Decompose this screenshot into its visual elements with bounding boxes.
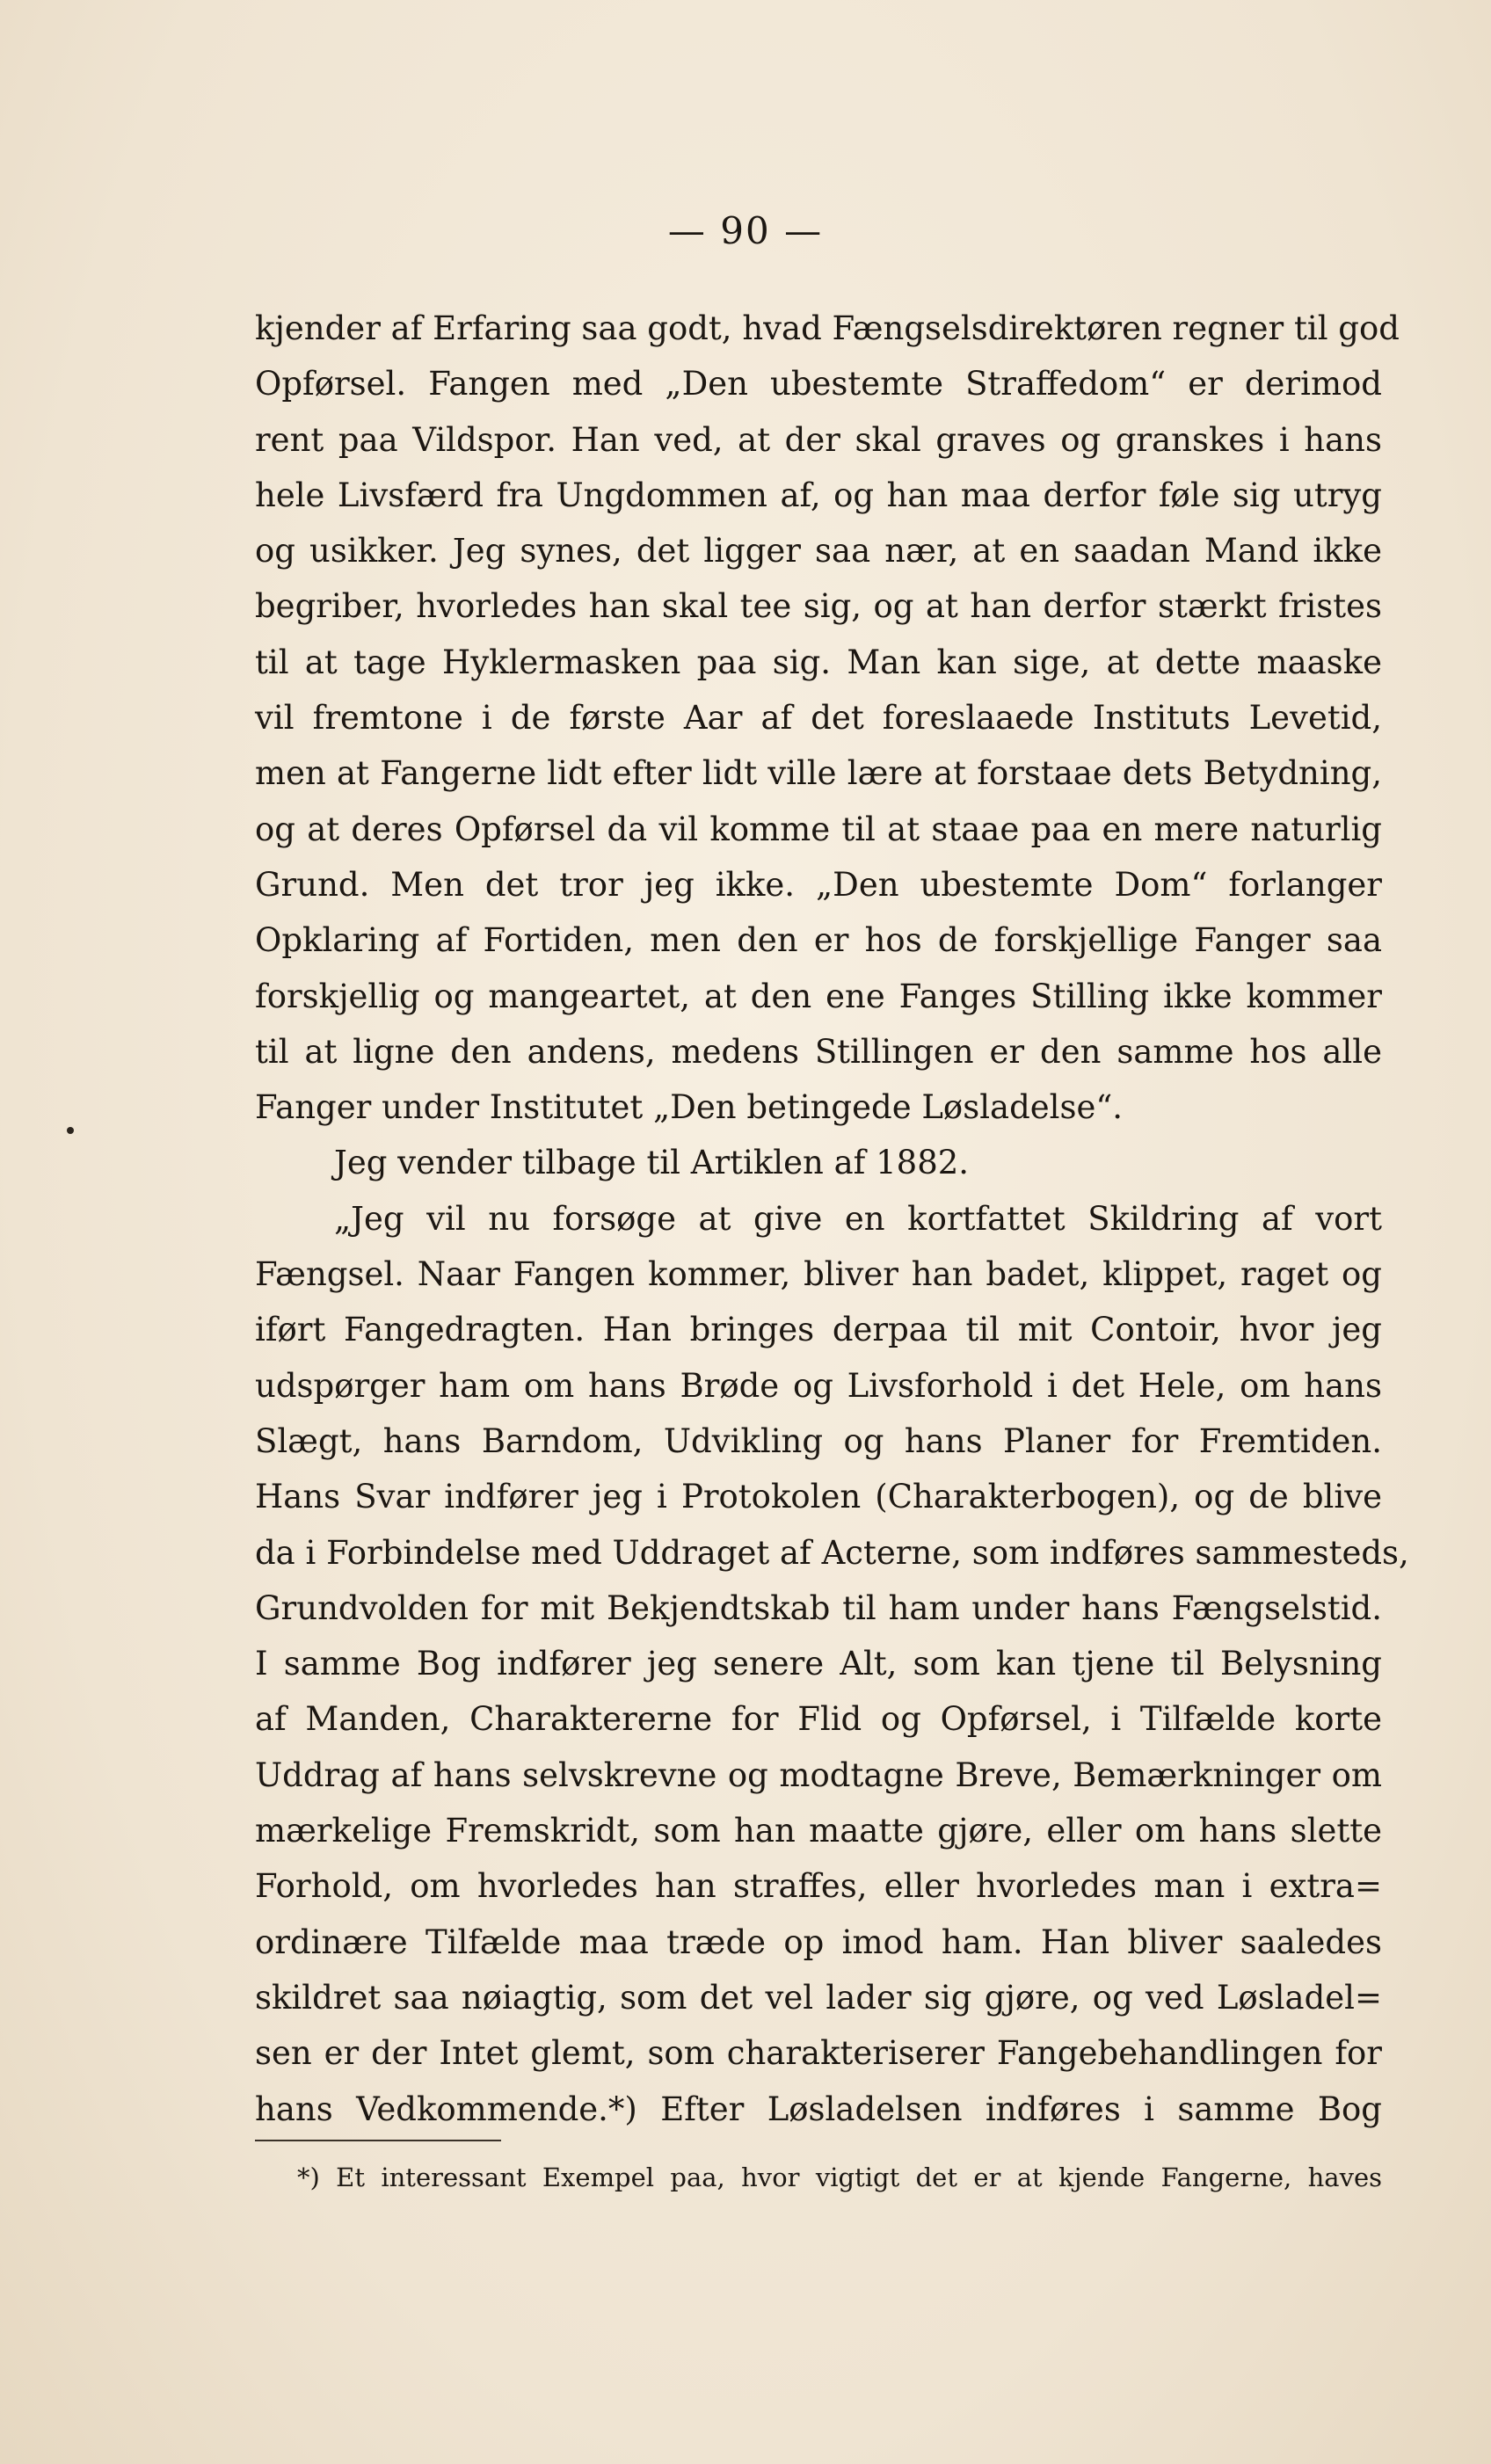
text-line: hans Vedkommende.*) Efter Løsladelsen indføres i samme Bog xyxy=(255,2090,1382,2128)
text-line: men at Fangerne lidt efter lidt ville lære at forstaae dets Betydning, xyxy=(255,754,1382,793)
text-line: rent paa Vildspor. Han ved, at der skal graves og granskes i hans xyxy=(255,420,1382,459)
body-text xyxy=(255,301,1409,2137)
text-line: vil fremtone i de første Aar af det foreslaaede Instituts Levetid, xyxy=(255,699,1382,738)
text-line: til at ligne den andens, medens Stillingen er den samme hos alle xyxy=(255,1032,1382,1071)
text-line: Grund. Men det tror jeg ikke. „Den ubestemte Dom“ forlanger xyxy=(255,865,1382,904)
page-number: — 90 — xyxy=(667,209,824,252)
text-line: og usikker. Jeg synes, det ligger saa nær, at en saadan Mand ikke xyxy=(255,532,1382,571)
text-line: skildret saa nøiagtig, som det vel lader sig gjøre, og ved Løsladel= xyxy=(255,1978,1382,2017)
text-line: Jeg vender tilbage til Artiklen af 1882. xyxy=(334,1144,970,1182)
text-line: Uddrag af hans selvskrevne og modtagne Breve, Bemærkninger om xyxy=(255,1755,1382,1794)
text-line: I samme Bog indfører jeg senere Alt, som kan tjene til Belysning xyxy=(255,1645,1382,1683)
text-line: af Manden, Charaktererne for Flid og Opførsel, i Tilfælde korte xyxy=(255,1700,1382,1739)
text-line: udspørger ham om hans Brøde og Livsforhold i det Hele, om hans xyxy=(255,1366,1382,1405)
text-line: sen er der Intet glemt, som charakteriserer Fangebehandlingen for xyxy=(255,2034,1382,2073)
text-line: forskjellig og mangeartet, at den ene Fanges Stilling ikke kommer xyxy=(255,977,1382,1015)
text-line: Grundvolden for mit Bekjendtskab til ham under hans Fængselstid. xyxy=(255,1588,1382,1627)
text-line: iført Fangedragten. Han bringes derpaa til mit Contoir, hvor jeg xyxy=(255,1311,1382,1349)
text-line: kjender af Erfaring saa godt, hvad Fængselsdirektøren regner til god xyxy=(255,309,1400,347)
text-line: til at tage Hyklermasken paa sig. Man kan sige, at dette maaske xyxy=(255,643,1382,681)
text-line: Fanger under Institutet „Den betingede Løsladelse“. xyxy=(255,1088,1124,1127)
margin-mark xyxy=(67,1127,74,1134)
text-line: Opførsel. Fangen med „Den ubestemte Straffedom“ er derimod xyxy=(255,365,1382,403)
text-line: hele Livsfærd fra Ungdommen af, og han maa derfor føle sig utryg xyxy=(255,476,1382,514)
text-line: da i Forbindelse med Uddraget af Acterne, som indføres sammesteds, xyxy=(255,1533,1409,1572)
text-line: Hans Svar indfører jeg i Protokolen (Charakterbogen), og de blive xyxy=(255,1478,1382,1516)
text-line: Slægt, hans Barndom, Udvikling og hans Planer for Fremtiden. xyxy=(255,1421,1382,1460)
text-line: og at deres Opførsel da vil komme til at staae paa en mere naturlig xyxy=(255,810,1382,848)
text-line: mærkelige Fremskridt, som han maatte gjøre, eller om hans slette xyxy=(255,1812,1382,1850)
footnote: *) Et interessant Exempel paa, hvor vigtigt det er at kjende Fangerne, haves xyxy=(297,2162,1382,2192)
text-line: begriber, hvorledes han skal tee sig, og at han derfor stærkt fristes xyxy=(255,587,1382,626)
footnote-rule xyxy=(255,2140,501,2141)
text-line: Fængsel. Naar Fangen kommer, bliver han badet, klippet, raget og xyxy=(255,1255,1382,1294)
text-line: „Jeg vil nu forsøge at give en kortfattet Skildring af vort xyxy=(334,1199,1382,1238)
text-line: Opklaring af Fortiden, men den er hos de forskjellige Fanger saa xyxy=(255,921,1382,960)
text-line: ordinære Tilfælde maa træde op imod ham. Han bliver saaledes xyxy=(255,1923,1382,1961)
text-line: Forhold, om hvorledes han straffes, eller hvorledes man i extra= xyxy=(255,1867,1382,1906)
